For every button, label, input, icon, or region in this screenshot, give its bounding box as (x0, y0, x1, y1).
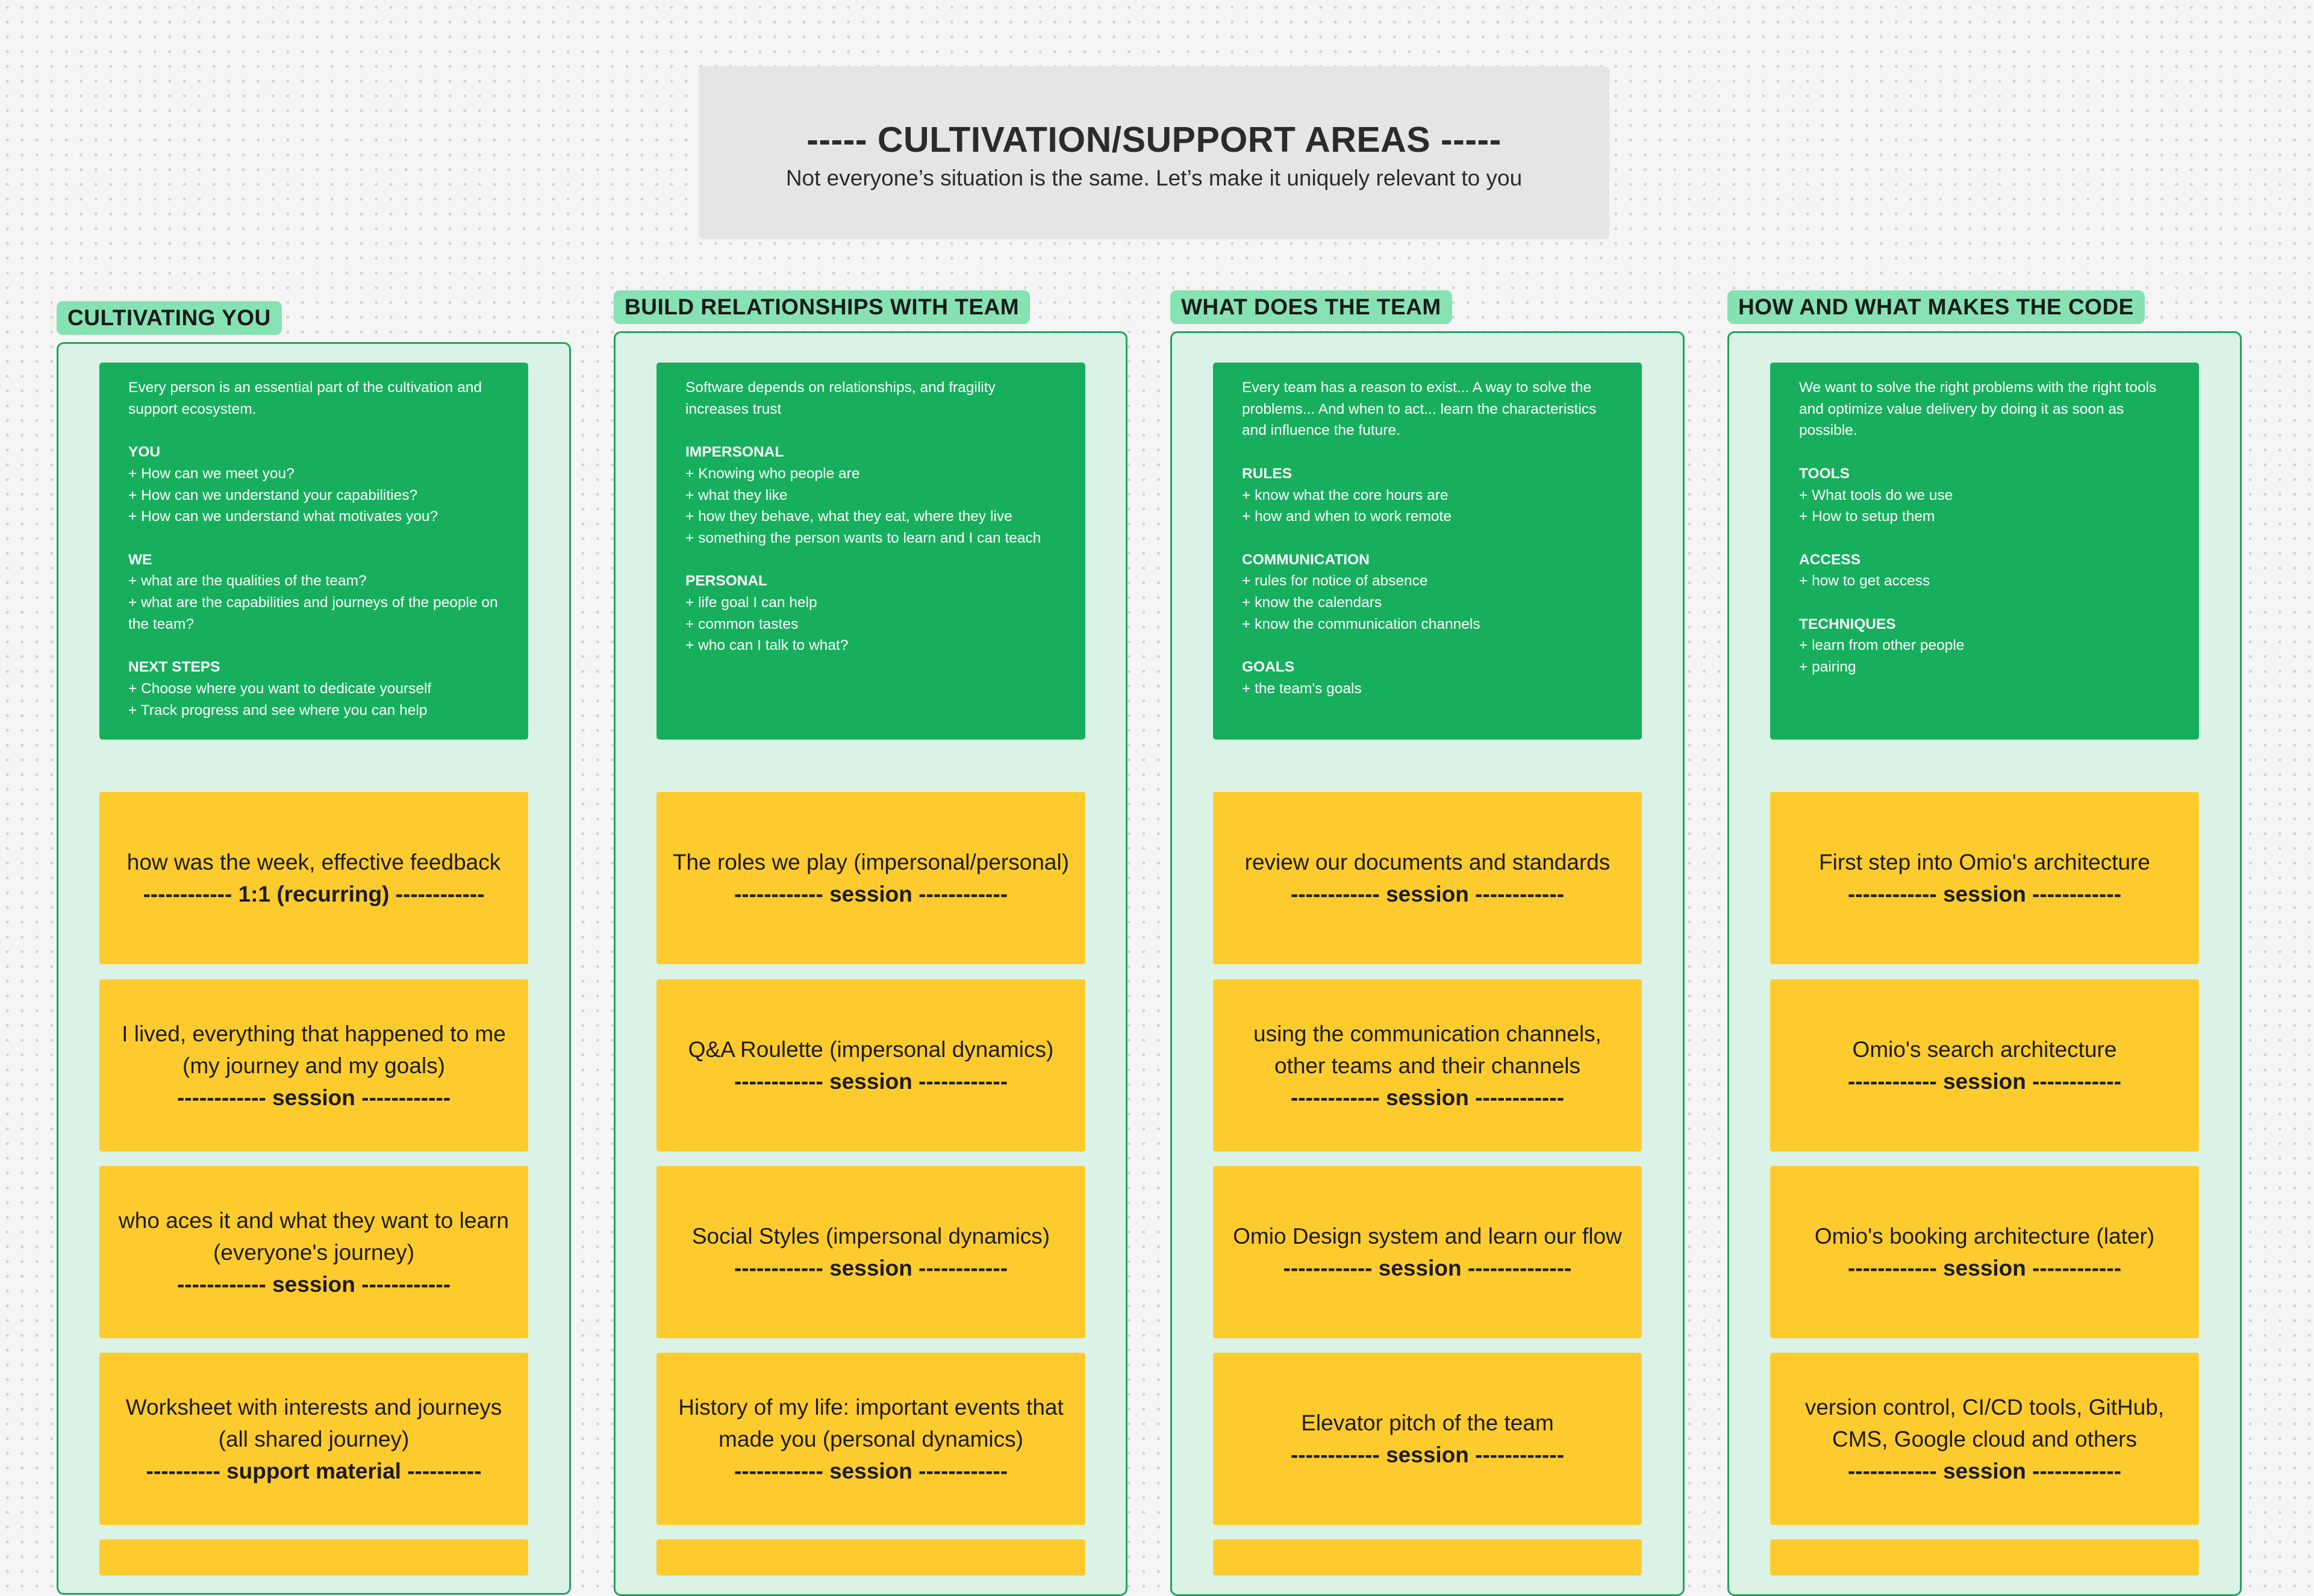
intro-bullet: + how they behave, what they eat, where they live (685, 508, 1012, 525)
sticky-note[interactable] (99, 1353, 528, 1525)
sticky-note[interactable] (1213, 1166, 1642, 1338)
intro-spacer (1799, 528, 2174, 549)
intro-spacer (685, 420, 1060, 441)
sticky-note-text: The roles we play (impersonal/personal) (672, 850, 1070, 874)
sticky-note-partial[interactable] (1770, 1539, 2199, 1576)
intro-bullet: + How can we understand what motivates you? (128, 508, 438, 525)
intro-bullet: + what they like (685, 487, 788, 503)
intro-bullet: + What tools do we use (1799, 487, 1953, 503)
column-label-build-relationships[interactable]: BUILD RELATIONSHIPS WITH TEAM (614, 290, 1030, 324)
intro-bullet: + pairing (1799, 659, 1856, 676)
sticky-note-tag: ------------ session ------------ (176, 1085, 451, 1110)
intro-heading: COMMUNICATION (1242, 551, 1370, 568)
board-title: ----- CULTIVATION/SUPPORT AREAS ----- (806, 120, 1502, 160)
sticky-note-text: review our documents and standards (1244, 850, 1611, 874)
sticky-note-text: how was the week, effective feedback (126, 850, 501, 874)
intro-bullet: + how and when to work remote (1242, 508, 1452, 525)
sticky-note-tag: ------------ session ------------ (1290, 1442, 1565, 1467)
sticky-note-text: version control, CI/CD tools, GitHub, CMS, Google cloud and others (1804, 1394, 2165, 1451)
intro-spacer (128, 635, 503, 656)
sticky-note-partial[interactable] (656, 1539, 1085, 1576)
intro-text: Software depends on relationships, and fragility increases trust (685, 379, 996, 417)
sticky-note-tag: ------------ session -------------- (1283, 1256, 1572, 1280)
sticky-note-text: History of my life: important events that made you (personal dynamics) (678, 1394, 1064, 1451)
intro-heading: RULES (1242, 465, 1293, 482)
intro-bullet: + learn from other people (1799, 637, 1965, 654)
intro-heading: ACCESS (1799, 551, 1861, 568)
sticky-note-tag: ------------ session ------------ (1847, 1458, 2122, 1483)
sticky-note-tag: ------------ session ------------ (734, 1458, 1008, 1483)
intro-bullet: + Knowing who people are (685, 465, 860, 482)
intro-text: Every person is an essential part of the cultivation and support ecosystem. (128, 379, 482, 417)
intro-bullet: + Track progress and see where you can help (128, 702, 428, 719)
column-label-how-and-what-makes-the-code[interactable]: HOW AND WHAT MAKES THE CODE (1727, 290, 2145, 324)
intro-text: Every team has a reason to exist... A way to solve the problems... And when to act... learn the characteristics and influence the future. (1242, 379, 1597, 439)
intro-heading: IMPERSONAL (685, 444, 784, 461)
sticky-note-tag: ------------ session ------------ (734, 1069, 1008, 1094)
intro-card-build-relationships[interactable] (656, 363, 1085, 740)
sticky-note-text: Elevator pitch of the team (1301, 1411, 1554, 1435)
sticky-note-tag: ------------ 1:1 (recurring) ------------ (143, 882, 485, 906)
intro-bullet: + How can we meet you? (128, 465, 295, 482)
sticky-note[interactable] (1213, 979, 1642, 1152)
sticky-note-text: First step into Omio's architecture (1819, 850, 2150, 874)
intro-bullet: + how to get access (1799, 573, 1930, 590)
sticky-note[interactable] (99, 1166, 528, 1338)
sticky-note-text: who aces it and what they want to learn (everyone's journey) (119, 1208, 509, 1265)
intro-heading: GOALS (1242, 659, 1295, 676)
intro-spacer (1799, 592, 2174, 614)
intro-heading: WE (128, 551, 152, 568)
sticky-note-partial[interactable] (99, 1539, 528, 1576)
intro-bullet: + rules for notice of absence (1242, 573, 1428, 590)
intro-spacer (685, 549, 1060, 571)
sticky-note-text: Worksheet with interests and journeys (all shared journey) (125, 1394, 502, 1451)
intro-spacer (128, 528, 503, 549)
sticky-note-tag: ------------ session ------------ (1290, 1085, 1565, 1110)
sticky-note[interactable] (656, 1166, 1085, 1338)
sticky-note[interactable] (1213, 1353, 1642, 1525)
intro-bullet: + the team's goals (1242, 680, 1362, 697)
intro-bullet: + know the calendars (1242, 594, 1382, 611)
sticky-note-text: Q&A Roulette (impersonal dynamics) (688, 1037, 1054, 1062)
column-label-what-does-the-team[interactable]: WHAT DOES THE TEAM (1170, 290, 1452, 324)
intro-bullet: + who can I talk to what? (685, 637, 849, 654)
sticky-note[interactable] (656, 979, 1085, 1152)
intro-heading: TECHNIQUES (1799, 616, 1896, 632)
board-header[interactable] (699, 66, 1609, 239)
sticky-note[interactable] (1213, 792, 1642, 964)
sticky-note[interactable] (1770, 792, 2199, 964)
sticky-note-text: I lived, everything that happened to me (my journey and my goals) (122, 1021, 506, 1078)
sticky-note-tag: ------------ session ------------ (734, 882, 1008, 906)
sticky-note-partial[interactable] (1213, 1539, 1642, 1576)
intro-bullet: + know what the core hours are (1242, 487, 1449, 503)
intro-spacer (128, 420, 503, 441)
sticky-note-tag: ------------ session ------------ (1847, 882, 2122, 906)
intro-bullet: + Choose where you want to dedicate yourself (128, 680, 432, 697)
sticky-note-text: Social Styles (impersonal dynamics) (691, 1224, 1050, 1248)
intro-bullet: + something the person wants to learn and I can teach (685, 529, 1041, 546)
intro-bullet: + life goal I can help (685, 594, 817, 611)
intro-card-what-does-the-team[interactable] (1213, 363, 1642, 740)
intro-heading: TOOLS (1799, 465, 1850, 482)
sticky-note-text: using the communication channels, other teams and their channels (1253, 1021, 1601, 1078)
sticky-note-text: Omio Design system and learn our flow (1233, 1224, 1622, 1248)
intro-bullet: + How to setup them (1799, 508, 1935, 525)
intro-heading: YOU (128, 444, 161, 461)
intro-bullet: + common tastes (685, 616, 799, 632)
intro-spacer (1242, 441, 1617, 463)
sticky-note-tag: ------------ session ------------ (1847, 1069, 2122, 1094)
sticky-note-text: Omio's booking architecture (later) (1814, 1224, 2155, 1248)
sticky-note-tag: ------------ session ------------ (734, 1256, 1008, 1280)
sticky-note[interactable] (656, 792, 1085, 964)
sticky-note-tag: ------------ session ------------ (176, 1271, 451, 1297)
sticky-note-tag: ------------ session ------------ (1847, 1256, 2122, 1280)
board-subtitle: Not everyone’s situation is the same. Let’s make it uniquely relevant to you (785, 166, 1523, 190)
column-label-cultivating-you[interactable]: CULTIVATING YOU (57, 301, 282, 335)
sticky-note[interactable] (99, 979, 528, 1152)
intro-card-how-and-what-makes-the-code[interactable] (1770, 363, 2199, 740)
intro-bullet: + what are the qualities of the team? (128, 573, 367, 590)
sticky-note[interactable] (1770, 979, 2199, 1152)
sticky-note-text: Omio's search architecture (1852, 1037, 2117, 1062)
sticky-note[interactable] (99, 792, 528, 964)
intro-card-cultivating-you[interactable] (99, 363, 528, 740)
intro-heading: PERSONAL (685, 573, 768, 590)
sticky-note[interactable] (656, 1353, 1085, 1525)
intro-text: We want to solve the right problems with the right tools and optimize value delivery by doing it as soon as possible. (1799, 379, 2157, 439)
intro-bullet: + How can we understand your capabilities? (128, 487, 418, 503)
sticky-note-tag: ------------ session ------------ (1290, 882, 1565, 906)
intro-bullet: + know the communication channels (1242, 616, 1480, 632)
intro-spacer (1242, 528, 1617, 549)
intro-bullet: + what are the capabilities and journeys of the people on the team? (128, 594, 498, 632)
sticky-note[interactable] (1770, 1353, 2199, 1525)
sticky-note[interactable] (1770, 1166, 2199, 1338)
intro-heading: NEXT STEPS (128, 659, 220, 676)
intro-spacer (1242, 635, 1617, 656)
intro-spacer (1799, 441, 2174, 463)
sticky-note-tag: ---------- support material ---------- (146, 1458, 482, 1483)
